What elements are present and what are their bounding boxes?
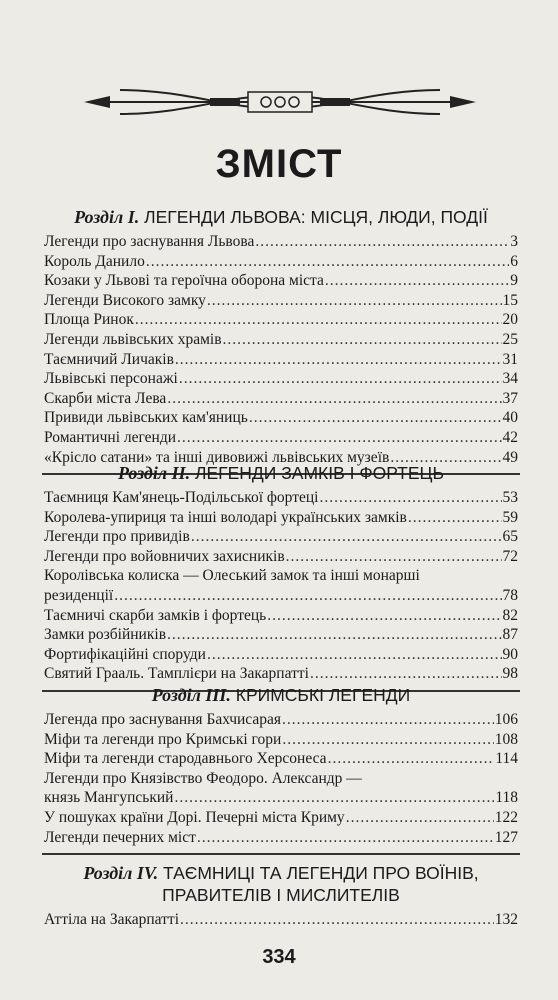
section-1 (44, 206, 518, 475)
dot-leader (175, 350, 502, 370)
dot-leader (282, 730, 493, 750)
toc-entry-title: Святий Грааль. Тамплієри на Закарпатті (44, 665, 309, 683)
toc-entry-page: 31 (502, 350, 518, 368)
toc-entry-title: Привиди львівських кам'яниць (44, 409, 248, 427)
toc-entry-page: 122 (494, 808, 518, 826)
toc-entry (44, 910, 518, 930)
dot-leader (179, 369, 502, 389)
dot-leader (177, 428, 501, 448)
section-prefix: Розділ I. (74, 207, 140, 227)
toc-entry-title: Замки розбійників (44, 626, 167, 644)
toc-entry-title: Король Данило (44, 252, 145, 270)
toc-entry-title: резиденції (44, 586, 114, 604)
toc-entry-title: Міфи та легенди стародавнього Херсонеса (44, 750, 327, 768)
section-name: ТАЄМНИЦІ ТА ЛЕГЕНДИ ПРО ВОЇНІВ, (162, 863, 479, 883)
dot-leader (310, 664, 502, 684)
dot-leader (325, 271, 509, 291)
toc-entry (44, 586, 518, 606)
dot-leader (114, 586, 501, 606)
dot-leader (207, 645, 502, 665)
section-heading (44, 206, 518, 228)
toc-entry-title: Площа Ринок (44, 311, 134, 329)
toc-entry-title: Легенди про привидів (44, 528, 190, 546)
dot-leader (328, 749, 495, 769)
toc-entry-page: 114 (495, 750, 518, 768)
toc-entry-title: князь Мангупський (44, 789, 174, 807)
dot-leader (180, 910, 494, 930)
toc-entry-title: Королева-упириця та інші володарі українських замків (44, 508, 407, 526)
dot-leader (174, 788, 494, 808)
section-name-line2: ПРАВИТЕЛІВ І МИСЛИТЕЛІВ (162, 885, 400, 905)
toc-entry-page: 65 (502, 528, 518, 546)
toc-entry (44, 808, 518, 828)
toc-entry-title: Аттіла на Закарпатті (44, 911, 180, 928)
toc-entry-page: 72 (502, 547, 518, 565)
toc-entry-page: 42 (502, 428, 518, 446)
dot-leader (197, 828, 494, 848)
toc-entry-page: 98 (502, 665, 518, 683)
toc-entry-title: Козаки у Львові та героїчна оборона міста (44, 272, 324, 290)
section-prefix: Розділ II. (118, 463, 191, 483)
dot-leader (167, 389, 501, 409)
toc-entry (44, 369, 518, 389)
toc-entry-title: Легенди львівських храмів (44, 330, 222, 348)
toc-entry-title: Таємничі скарби замків і фортець (44, 606, 267, 624)
toc-entry-page: 82 (502, 606, 518, 624)
toc-entry-line: Легенди про Князівство Феодоро. Александр — (44, 769, 362, 787)
page-title: ЗМІСТ (215, 142, 343, 186)
toc-entry-page: 9 (510, 272, 518, 290)
dot-leader (267, 606, 501, 626)
toc-entry (44, 330, 518, 350)
dot-leader (346, 808, 494, 828)
toc-entry (44, 508, 518, 528)
toc-entry (44, 625, 518, 645)
toc-entry-title: Таємниця Кам'янець-Подільської фортеці (44, 489, 319, 506)
section-name: КРИМСЬКІ ЛЕГЕНДИ (235, 685, 411, 705)
page-number: 334 (262, 946, 296, 968)
section-4 (44, 862, 518, 930)
toc-entry-page: 118 (495, 789, 518, 807)
toc-entry (44, 664, 518, 684)
toc-entry-page: 34 (502, 370, 518, 388)
toc-entry-line: Королівська колиска — Олеський замок та інші монарші (44, 567, 420, 585)
dot-leader (255, 232, 509, 252)
toc-entry (44, 710, 518, 730)
toc-entry-page: 20 (502, 311, 518, 329)
toc-entry-page: 59 (502, 508, 518, 526)
section-3 (44, 684, 518, 855)
section-prefix: Розділ III. (151, 685, 231, 705)
section-name: ЛЕГЕНДИ ЛЬВОВА: МІСЦЯ, ЛЮДИ, ПОДІЇ (144, 207, 488, 227)
section-prefix: Розділ IV. (83, 863, 159, 883)
toc-entry (44, 252, 518, 272)
dot-leader (146, 252, 509, 272)
toc-entry-page: 90 (502, 645, 518, 663)
dot-leader (408, 508, 502, 528)
toc-entry (44, 310, 518, 330)
toc-entry-page: 25 (502, 330, 518, 348)
toc-entry-title: «Крісло сатани» та інші дивовижі львівських музеїв (44, 448, 390, 466)
toc-entry-page: 6 (510, 252, 518, 270)
toc-entry-page: 15 (502, 291, 518, 309)
toc-entry-page: 78 (502, 586, 518, 604)
dot-leader (249, 408, 502, 428)
toc-entry-title: Легенди про войовничих захисників (44, 547, 285, 565)
toc-entry-title: Скарби міста Лева (44, 389, 167, 407)
dot-leader (282, 710, 494, 730)
section-divider (42, 853, 520, 855)
toc-entry (44, 645, 518, 665)
dot-leader (167, 625, 501, 645)
toc-entry (44, 389, 518, 409)
toc-entry (44, 606, 518, 626)
toc-entry (44, 547, 518, 567)
decorative-ornament (80, 70, 480, 134)
toc-entry-page: 40 (502, 409, 518, 427)
toc-entry (44, 828, 518, 848)
section-2 (44, 462, 518, 692)
toc-entry (44, 232, 518, 252)
toc-entry (44, 488, 518, 508)
toc-entry (44, 408, 518, 428)
dot-leader (286, 547, 502, 567)
toc-entry (44, 527, 518, 547)
toc-entry-page: 3 (510, 233, 518, 250)
toc-entry-page: 106 (494, 711, 518, 728)
toc-entry-title: Легенда про заснування Бахчисарая (44, 711, 281, 728)
toc-entry-title: Львівські персонажі (44, 370, 178, 388)
dot-leader (319, 488, 501, 508)
section-heading (44, 684, 518, 706)
section-name: ЛЕГЕНДИ ЗАМКІВ І ФОРТЕЦЬ (194, 463, 444, 483)
toc-entry (44, 730, 518, 750)
toc-entry-title: Міфи та легенди про Кримські гори (44, 730, 282, 748)
toc-entry-page: 87 (502, 626, 518, 644)
toc-entry (44, 291, 518, 311)
toc-entry-title: Легенди печерних міст (44, 828, 196, 846)
toc-entry-title: Романтичні легенди (44, 428, 177, 446)
toc-entry (44, 749, 518, 769)
toc-entry-page: 37 (502, 389, 518, 407)
toc-entry-title: Легенди Високого замку (44, 291, 206, 309)
toc-entry-title: Фортифікаційні споруди (44, 645, 206, 663)
section-heading (44, 462, 518, 484)
section-heading (44, 862, 518, 906)
toc-entry (44, 271, 518, 291)
dot-leader (135, 310, 502, 330)
toc-entry-title: У пошуках країни Дорі. Печерні міста Криму (44, 808, 345, 826)
toc-entry (44, 350, 518, 370)
toc-entry (44, 788, 518, 808)
toc-entry-page: 49 (502, 448, 518, 466)
toc-entry-page: 53 (502, 489, 518, 506)
dot-leader (207, 291, 502, 311)
toc-entry (44, 428, 518, 448)
toc-entry-page: 108 (494, 730, 518, 748)
toc-entry-page: 132 (494, 911, 518, 928)
toc-entry-page: 127 (494, 828, 518, 846)
toc-entry-title: Легенди про заснування Львова (44, 233, 255, 250)
toc-entry-title: Таємничий Личаків (44, 350, 174, 368)
dot-leader (223, 330, 502, 350)
dot-leader (191, 527, 502, 547)
